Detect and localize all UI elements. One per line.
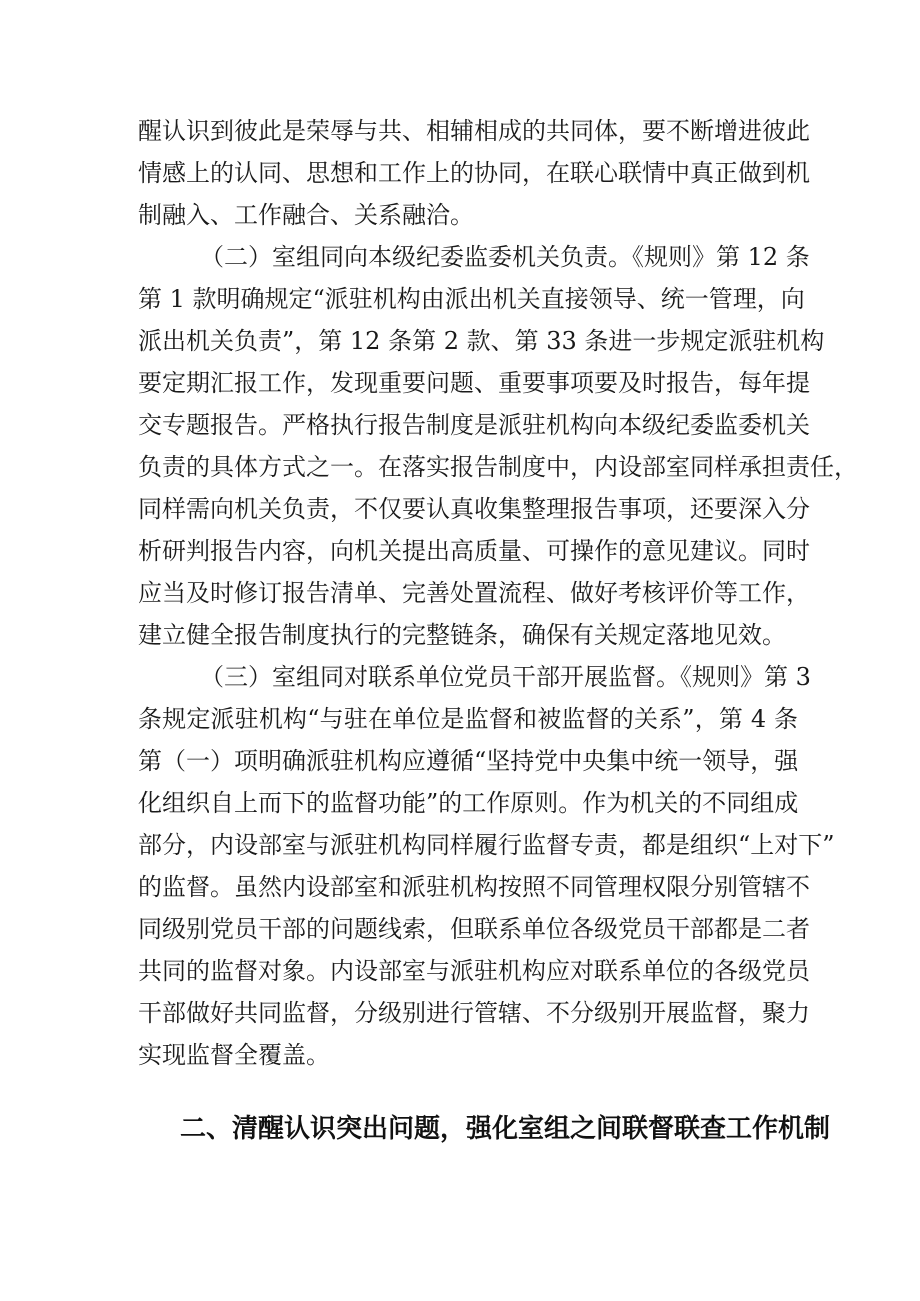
text-line: 制融入、工作融合、关系融洽。 xyxy=(138,201,474,229)
paragraph-3 xyxy=(138,656,835,1076)
text-line: 派出机关负责”，第 12 条第 2 款、第 33 条进一步规定派驻机构 xyxy=(138,327,825,355)
text-line: 建立健全报告制度执行的完整链条，确保有关规定落地见效。 xyxy=(138,621,786,649)
text-line: 干部做好共同监督，分级别进行管辖、不分级别开展监督，聚力 xyxy=(138,999,810,1027)
text-line: 醒认识到彼此是荣辱与共、相辅相成的共同体，要不断增进彼此 xyxy=(138,117,810,145)
text-line: 共同的监督对象。内设部室与派驻机构应对联系单位的各级党员 xyxy=(138,957,810,985)
text-line: 情感上的认同、思想和工作上的协同，在联心联情中真正做到机 xyxy=(138,159,810,187)
document-body xyxy=(138,110,858,1076)
text-line: （三）室组同对联系单位党员干部开展监督。《规则》第 3 xyxy=(200,663,811,691)
text-line: 同样需向机关负责，不仅要认真收集整理报告事项，还要深入分 xyxy=(138,495,810,523)
text-line: 化组织自上而下的监督功能”的工作原则。作为机关的不同组成 xyxy=(138,789,799,817)
text-line: 第 1 款明确规定“派驻机构由派出机关直接领导、统一管理，向 xyxy=(138,285,805,313)
text-line: 条规定派驻机构“与驻在单位是监督和被监督的关系”，第 4 条 xyxy=(138,705,798,733)
text-line: 应当及时修订报告清单、完善处置流程、做好考核评价等工作， xyxy=(138,579,810,607)
text-line: 实现监督全覆盖。 xyxy=(138,1041,330,1069)
section-heading: 二、清醒认识突出问题，强化室组之间联督联查工作机制 xyxy=(180,1114,831,1144)
text-line: 交专题报告。严格执行报告制度是派驻机构向本级纪委监委机关 xyxy=(138,411,810,439)
text-line: 第（一）项明确派驻机构应遵循“坚持党中央集中统一领导，强 xyxy=(138,747,799,775)
text-line: 的监督。虽然内设部室和派驻机构按照不同管理权限分别管辖不 xyxy=(138,873,810,901)
text-line: 要定期汇报工作，发现重要问题、重要事项要及时报告，每年提 xyxy=(138,369,810,397)
paragraph-1 xyxy=(138,110,810,236)
paragraph-2 xyxy=(138,236,858,656)
text-line: 负责的具体方式之一。在落实报告制度中，内设部室同样承担责任， xyxy=(138,453,858,481)
text-line: 部分，内设部室与派驻机构同样履行监督专责，都是组织“上对下” xyxy=(138,831,835,859)
text-line: 同级别党员干部的问题线索，但联系单位各级党员干部都是二者 xyxy=(138,915,810,943)
text-line: 析研判报告内容，向机关提出高质量、可操作的意见建议。同时 xyxy=(138,537,810,565)
text-line: （二）室组同向本级纪委监委机关负责。《规则》第 12 条 xyxy=(200,243,810,271)
